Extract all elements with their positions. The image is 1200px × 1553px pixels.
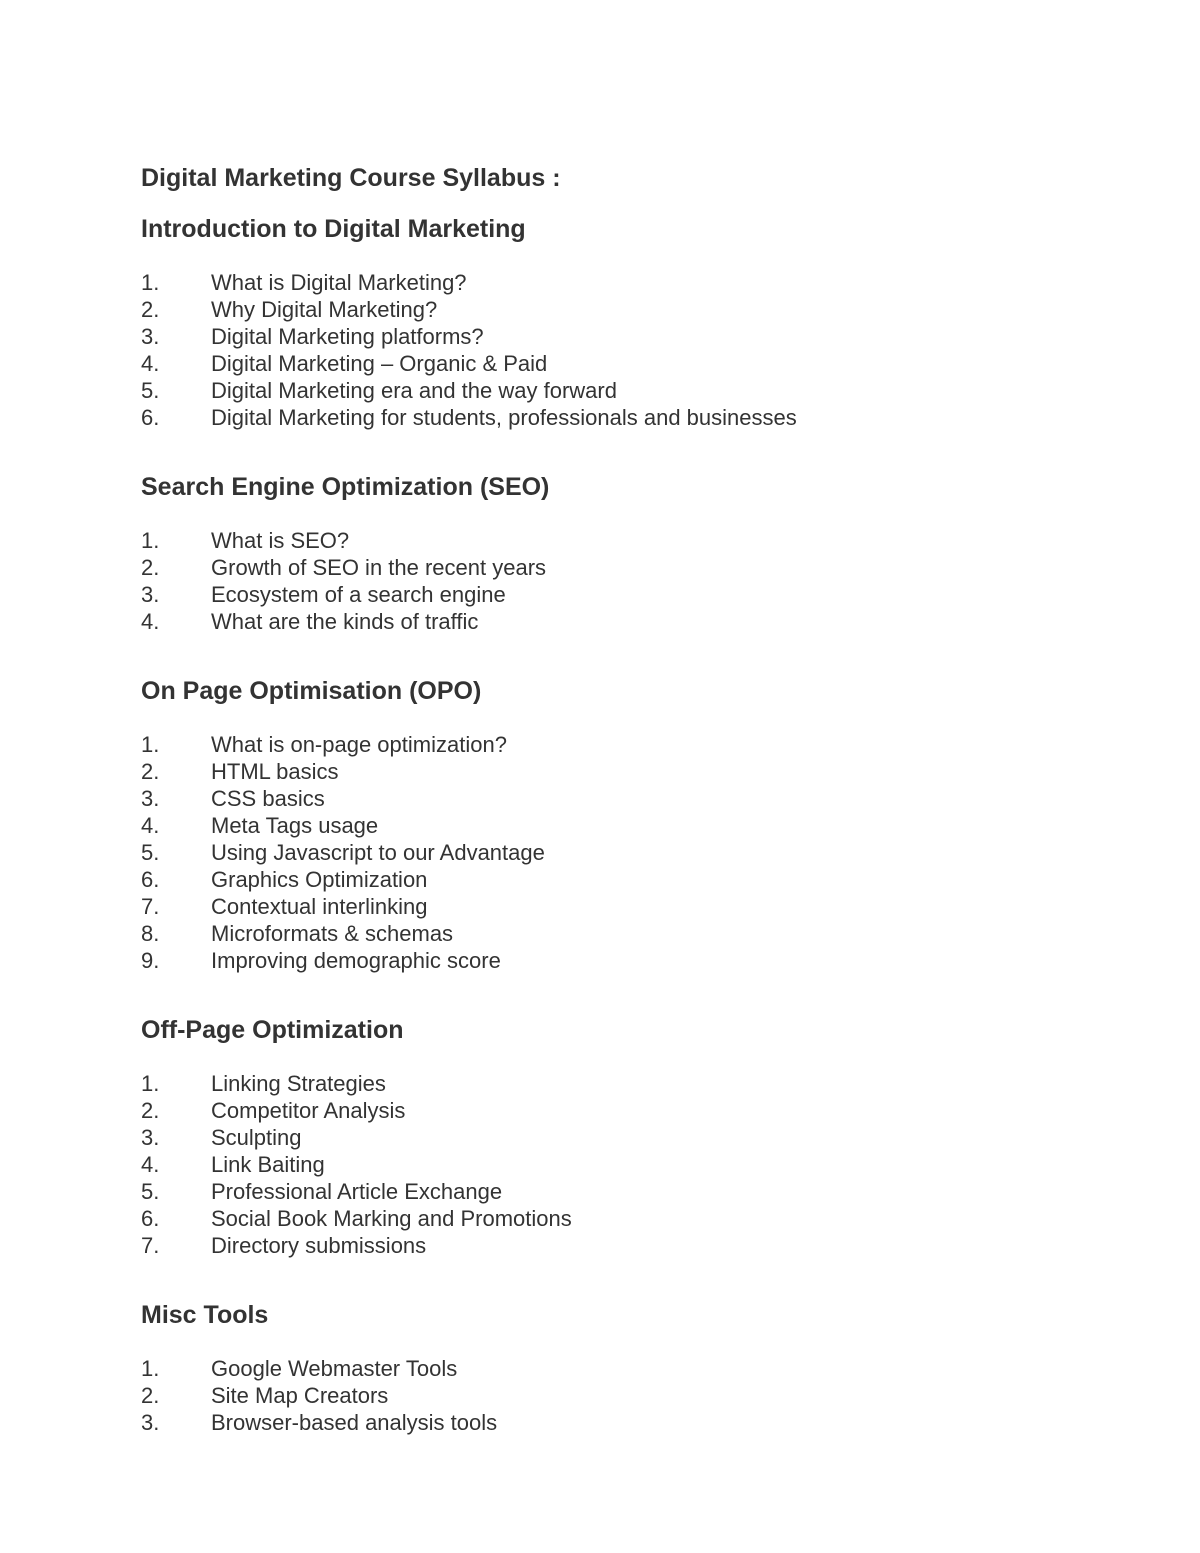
list-item [141,404,1121,431]
list-item-number: 4. [141,1152,160,1177]
list-item [141,323,1121,350]
list-item-number: 4. [141,609,160,634]
list-item-text: What is on-page optimization? [211,732,507,757]
list-item-number: 5. [141,1179,160,1204]
list-item-text: Microformats & schemas [211,921,454,946]
list-item-text: CSS basics [211,786,325,811]
list-item [141,1070,1121,1097]
list-item-text: Contextual interlinking [211,894,428,919]
list-item [141,731,1121,758]
list-item-number: 1. [141,1071,160,1096]
list-item-text: Graphics Optimization [211,867,428,892]
list-item [141,866,1121,893]
list-item [141,1151,1121,1178]
list-item-text: Link Baiting [211,1152,325,1177]
section-heading: Search Engine Optimization (SEO) [141,473,550,501]
list-item-number: 2. [141,759,160,784]
section-1 [141,213,1121,431]
list-item-text: Digital Marketing era and the way forward [211,378,617,403]
list-item [141,785,1121,812]
list-item-text: What are the kinds of traffic [211,609,479,634]
list-item [141,608,1121,635]
section-heading: Misc Tools [141,1301,269,1329]
section-5 [141,1299,1121,1436]
list-item-number: 1. [141,528,160,553]
list-item-text: Site Map Creators [211,1383,389,1408]
list-item [141,554,1121,581]
list-item [141,581,1121,608]
section-heading: Off-Page Optimization [141,1016,404,1044]
list-item-number: 9. [141,948,160,973]
section-item-list [141,731,1121,974]
section-item-list [141,527,1121,635]
list-item [141,1382,1121,1409]
list-item-text: Competitor Analysis [211,1098,406,1123]
list-item [141,758,1121,785]
list-item [141,377,1121,404]
list-item-text: Sculpting [211,1125,302,1150]
list-item-number: 6. [141,867,160,892]
list-item-number: 2. [141,297,160,322]
list-item [141,839,1121,866]
section-heading: Introduction to Digital Marketing [141,215,526,243]
list-item [141,269,1121,296]
list-item-text: Professional Article Exchange [211,1179,503,1204]
list-item [141,1232,1121,1259]
list-item-number: 8. [141,921,160,946]
list-item-text: Why Digital Marketing? [211,297,438,322]
section-3 [141,675,1121,974]
list-item-number: 4. [141,813,160,838]
list-item-number: 1. [141,1356,160,1381]
sections-container [141,213,1121,1436]
list-item-text: Digital Marketing – Organic & Paid [211,351,548,376]
list-item-number: 5. [141,840,160,865]
list-item-number: 7. [141,1233,160,1258]
list-item-number: 7. [141,894,160,919]
list-item [141,1355,1121,1382]
list-item-text: Meta Tags usage [211,813,379,838]
list-item-number: 6. [141,405,160,430]
list-item-text: Ecosystem of a search engine [211,582,506,607]
list-item [141,920,1121,947]
list-item-text: Growth of SEO in the recent years [211,555,547,580]
list-item-number: 3. [141,324,160,349]
list-item-number: 3. [141,786,160,811]
section-heading: On Page Optimisation (OPO) [141,677,482,705]
list-item-text: Social Book Marking and Promotions [211,1206,572,1231]
list-item-text: Google Webmaster Tools [211,1356,458,1381]
section-4 [141,1014,1121,1259]
list-item-text: What is SEO? [211,528,350,553]
list-item-number: 5. [141,378,160,403]
list-item-text: Browser-based analysis tools [211,1410,498,1435]
list-item [141,1178,1121,1205]
list-item-number: 3. [141,1410,160,1435]
section-2 [141,471,1121,635]
list-item-number: 2. [141,1383,160,1408]
section-item-list [141,269,1121,431]
list-item [141,812,1121,839]
list-item-number: 1. [141,732,160,757]
list-item [141,1409,1121,1436]
list-item [141,350,1121,377]
list-item [141,893,1121,920]
list-item-text: HTML basics [211,759,339,784]
list-item [141,1097,1121,1124]
list-item [141,296,1121,323]
list-item-text: Directory submissions [211,1233,427,1258]
section-item-list [141,1355,1121,1436]
list-item [141,527,1121,554]
list-item-number: 2. [141,1098,160,1123]
list-item-number: 6. [141,1206,160,1231]
list-item [141,1205,1121,1232]
list-item-number: 3. [141,582,160,607]
list-item-text: Digital Marketing for students, professionals and businesses [211,405,797,430]
list-item-number: 4. [141,351,160,376]
list-item-text: What is Digital Marketing? [211,270,467,295]
list-item [141,947,1121,974]
list-item-text: Digital Marketing platforms? [211,324,484,349]
list-item-text: Improving demographic score [211,948,501,973]
list-item-number: 1. [141,270,160,295]
document-page [141,162,1121,1436]
list-item [141,1124,1121,1151]
list-item-number: 3. [141,1125,160,1150]
section-item-list [141,1070,1121,1259]
list-item-number: 2. [141,555,160,580]
list-item-text: Using Javascript to our Advantage [211,840,545,865]
list-item-text: Linking Strategies [211,1071,386,1096]
document-title: Digital Marketing Course Syllabus : [141,164,561,192]
